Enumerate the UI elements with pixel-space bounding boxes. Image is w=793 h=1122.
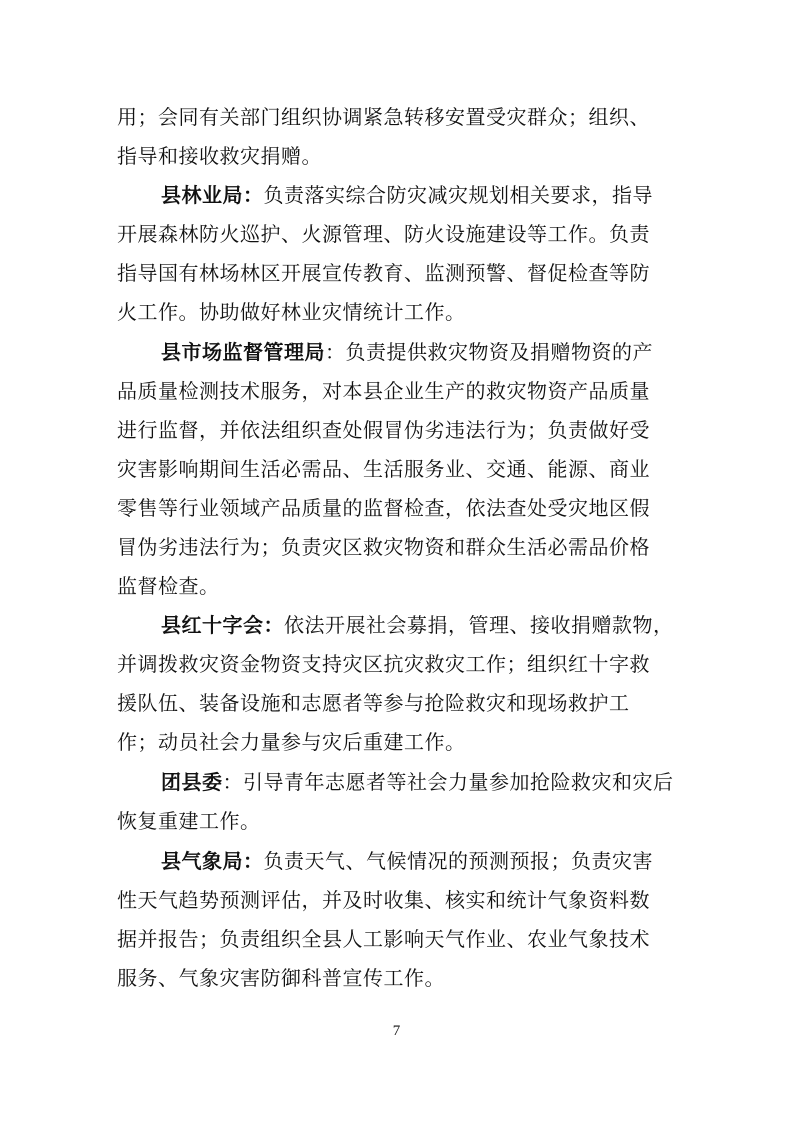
line-text: 据并报告；负责组织全县人工影响天气作业、农业气象技术 [117, 927, 650, 951]
text-line [0, 457, 793, 481]
line-text: 服务、气象灾害防御科普宣传工作。 [117, 966, 445, 990]
text-line [0, 105, 793, 129]
text-line [0, 809, 793, 833]
department-name: 县市场监督管理局 [161, 340, 325, 364]
line-text: 品质量检测技术服务，对本县企业生产的救灾物资产品质量 [117, 379, 650, 403]
line-text: 负责落实综合防灾减灾规划相关要求，指导 [263, 183, 653, 207]
text-line [0, 144, 793, 168]
line-text: 火工作。协助做好林业灾情统计工作。 [117, 300, 466, 324]
text-line [0, 418, 793, 442]
paragraph-first-line [0, 849, 793, 873]
line-text: 负责天气、气候情况的预测预报；负责灾害 [263, 849, 653, 873]
line-text: 依法开展社会募捐，管理、接收捐赠款物， [284, 613, 674, 637]
paragraph-first-line [0, 183, 793, 207]
text-line [0, 261, 793, 285]
page-number: 7 [392, 1023, 401, 1039]
line-text: 指导和接收救灾捐赠。 [117, 144, 322, 168]
text-line [0, 379, 793, 403]
text-line [0, 222, 793, 246]
text-line [0, 691, 793, 715]
line-text: ：负责提供救灾物资及捐赠物资的产 [325, 340, 653, 364]
text-line [0, 574, 793, 598]
line-text: 冒伪劣违法行为；负责灾区救灾物资和群众生活必需品价格 [117, 535, 650, 559]
department-name: 县红十字会： [161, 613, 284, 637]
department-name: 县林业局： [161, 183, 264, 207]
line-text: 援队伍、装备设施和志愿者等参与抢险救灾和现场救护工 [117, 691, 630, 715]
line-text: 开展森林防火巡护、火源管理、防火设施建设等工作。负责 [117, 222, 650, 246]
line-text: 恢复重建工作。 [117, 809, 261, 833]
line-text: 零售等行业领域产品质量的监督检查，依法查处受灾地区假 [117, 496, 650, 520]
department-name: 县气象局： [161, 849, 264, 873]
text-line [0, 966, 793, 990]
paragraph-first-line [0, 770, 793, 794]
text-line [0, 927, 793, 951]
text-line [0, 888, 793, 912]
paragraph-first-line [0, 340, 793, 364]
line-text: 用；会同有关部门组织协调紧急转移安置受灾群众；组织、 [117, 105, 650, 129]
line-text: 进行监督，并依法组织查处假冒伪劣违法行为；负责做好受 [117, 418, 650, 442]
department-name: 团县委 [161, 770, 223, 794]
line-text: ：引导青年志愿者等社会力量参加抢险救灾和灾后 [222, 770, 674, 794]
line-text: 性天气趋势预测评估，并及时收集、核实和统计气象资料数 [117, 888, 650, 912]
text-line [0, 535, 793, 559]
text-line [0, 300, 793, 324]
line-text: 并调拨救灾资金物资支持灾区抗灾救灾工作；组织红十字救 [117, 652, 650, 676]
line-text: 监督检查。 [117, 574, 220, 598]
text-line [0, 652, 793, 676]
paragraph-first-line [0, 613, 793, 637]
text-line [0, 496, 793, 520]
line-text: 作；动员社会力量参与灾后重建工作。 [117, 730, 466, 754]
line-text: 灾害影响期间生活必需品、生活服务业、交通、能源、商业 [117, 457, 650, 481]
line-text: 指导国有林场林区开展宣传教育、监测预警、督促检查等防 [117, 261, 650, 285]
text-line [0, 730, 793, 754]
